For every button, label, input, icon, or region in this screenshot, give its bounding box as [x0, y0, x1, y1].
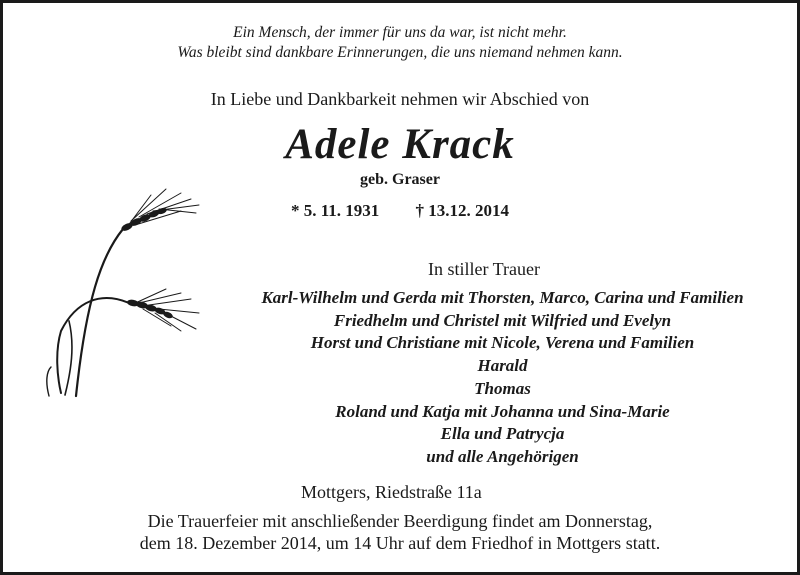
funeral-service-info: [3, 510, 797, 554]
mourners-list: [208, 287, 797, 469]
death-date: † 13.12. 2014: [415, 201, 510, 220]
quote-line-2: Was bleibt sind dankbare Erinnerungen, die uns niemand nehmen kann.: [177, 44, 623, 61]
mourner-line: Harald: [477, 356, 528, 376]
deceased-name: Adele Krack: [285, 121, 515, 168]
memorial-quote: [3, 23, 797, 63]
mourner-line: Karl-Wilhelm und Gerda mit Thorsten, Marco, Carina und Familien: [261, 288, 744, 307]
service-line-1: Die Trauerfeier mit anschließender Beerdigung findet am Donnerstag,: [147, 511, 653, 531]
mourner-line: Thomas: [474, 378, 531, 398]
mourner-line: Roland und Katja mit Johanna und Sina-Marie: [335, 401, 670, 421]
quote-line-1: Ein Mensch, der immer für uns da war, ist nicht mehr.: [233, 24, 567, 41]
farewell-intro: In Liebe und Dankbarkeit nehmen wir Abschied von: [210, 89, 590, 109]
mourner-line: Ella und Patrycja: [440, 424, 565, 444]
birth-name: geb. Graser: [360, 171, 440, 188]
mourner-line: Horst und Christiane mit Nicole, Verena und Familien: [310, 333, 695, 353]
wheat-ears-icon: [31, 181, 211, 401]
birth-date: * 5. 11. 1931: [290, 201, 380, 220]
mourner-line: Friedhelm und Christel mit Wilfried und Evelyn: [333, 310, 672, 330]
family-address: Mottgers, Riedstraße 11a: [301, 482, 482, 502]
service-line-2: dem 18. Dezember 2014, um 14 Uhr auf dem Friedhof in Mottgers statt.: [139, 533, 661, 553]
mourning-label: In stiller Trauer: [428, 259, 540, 279]
mourner-line: und alle Angehörigen: [426, 446, 579, 466]
